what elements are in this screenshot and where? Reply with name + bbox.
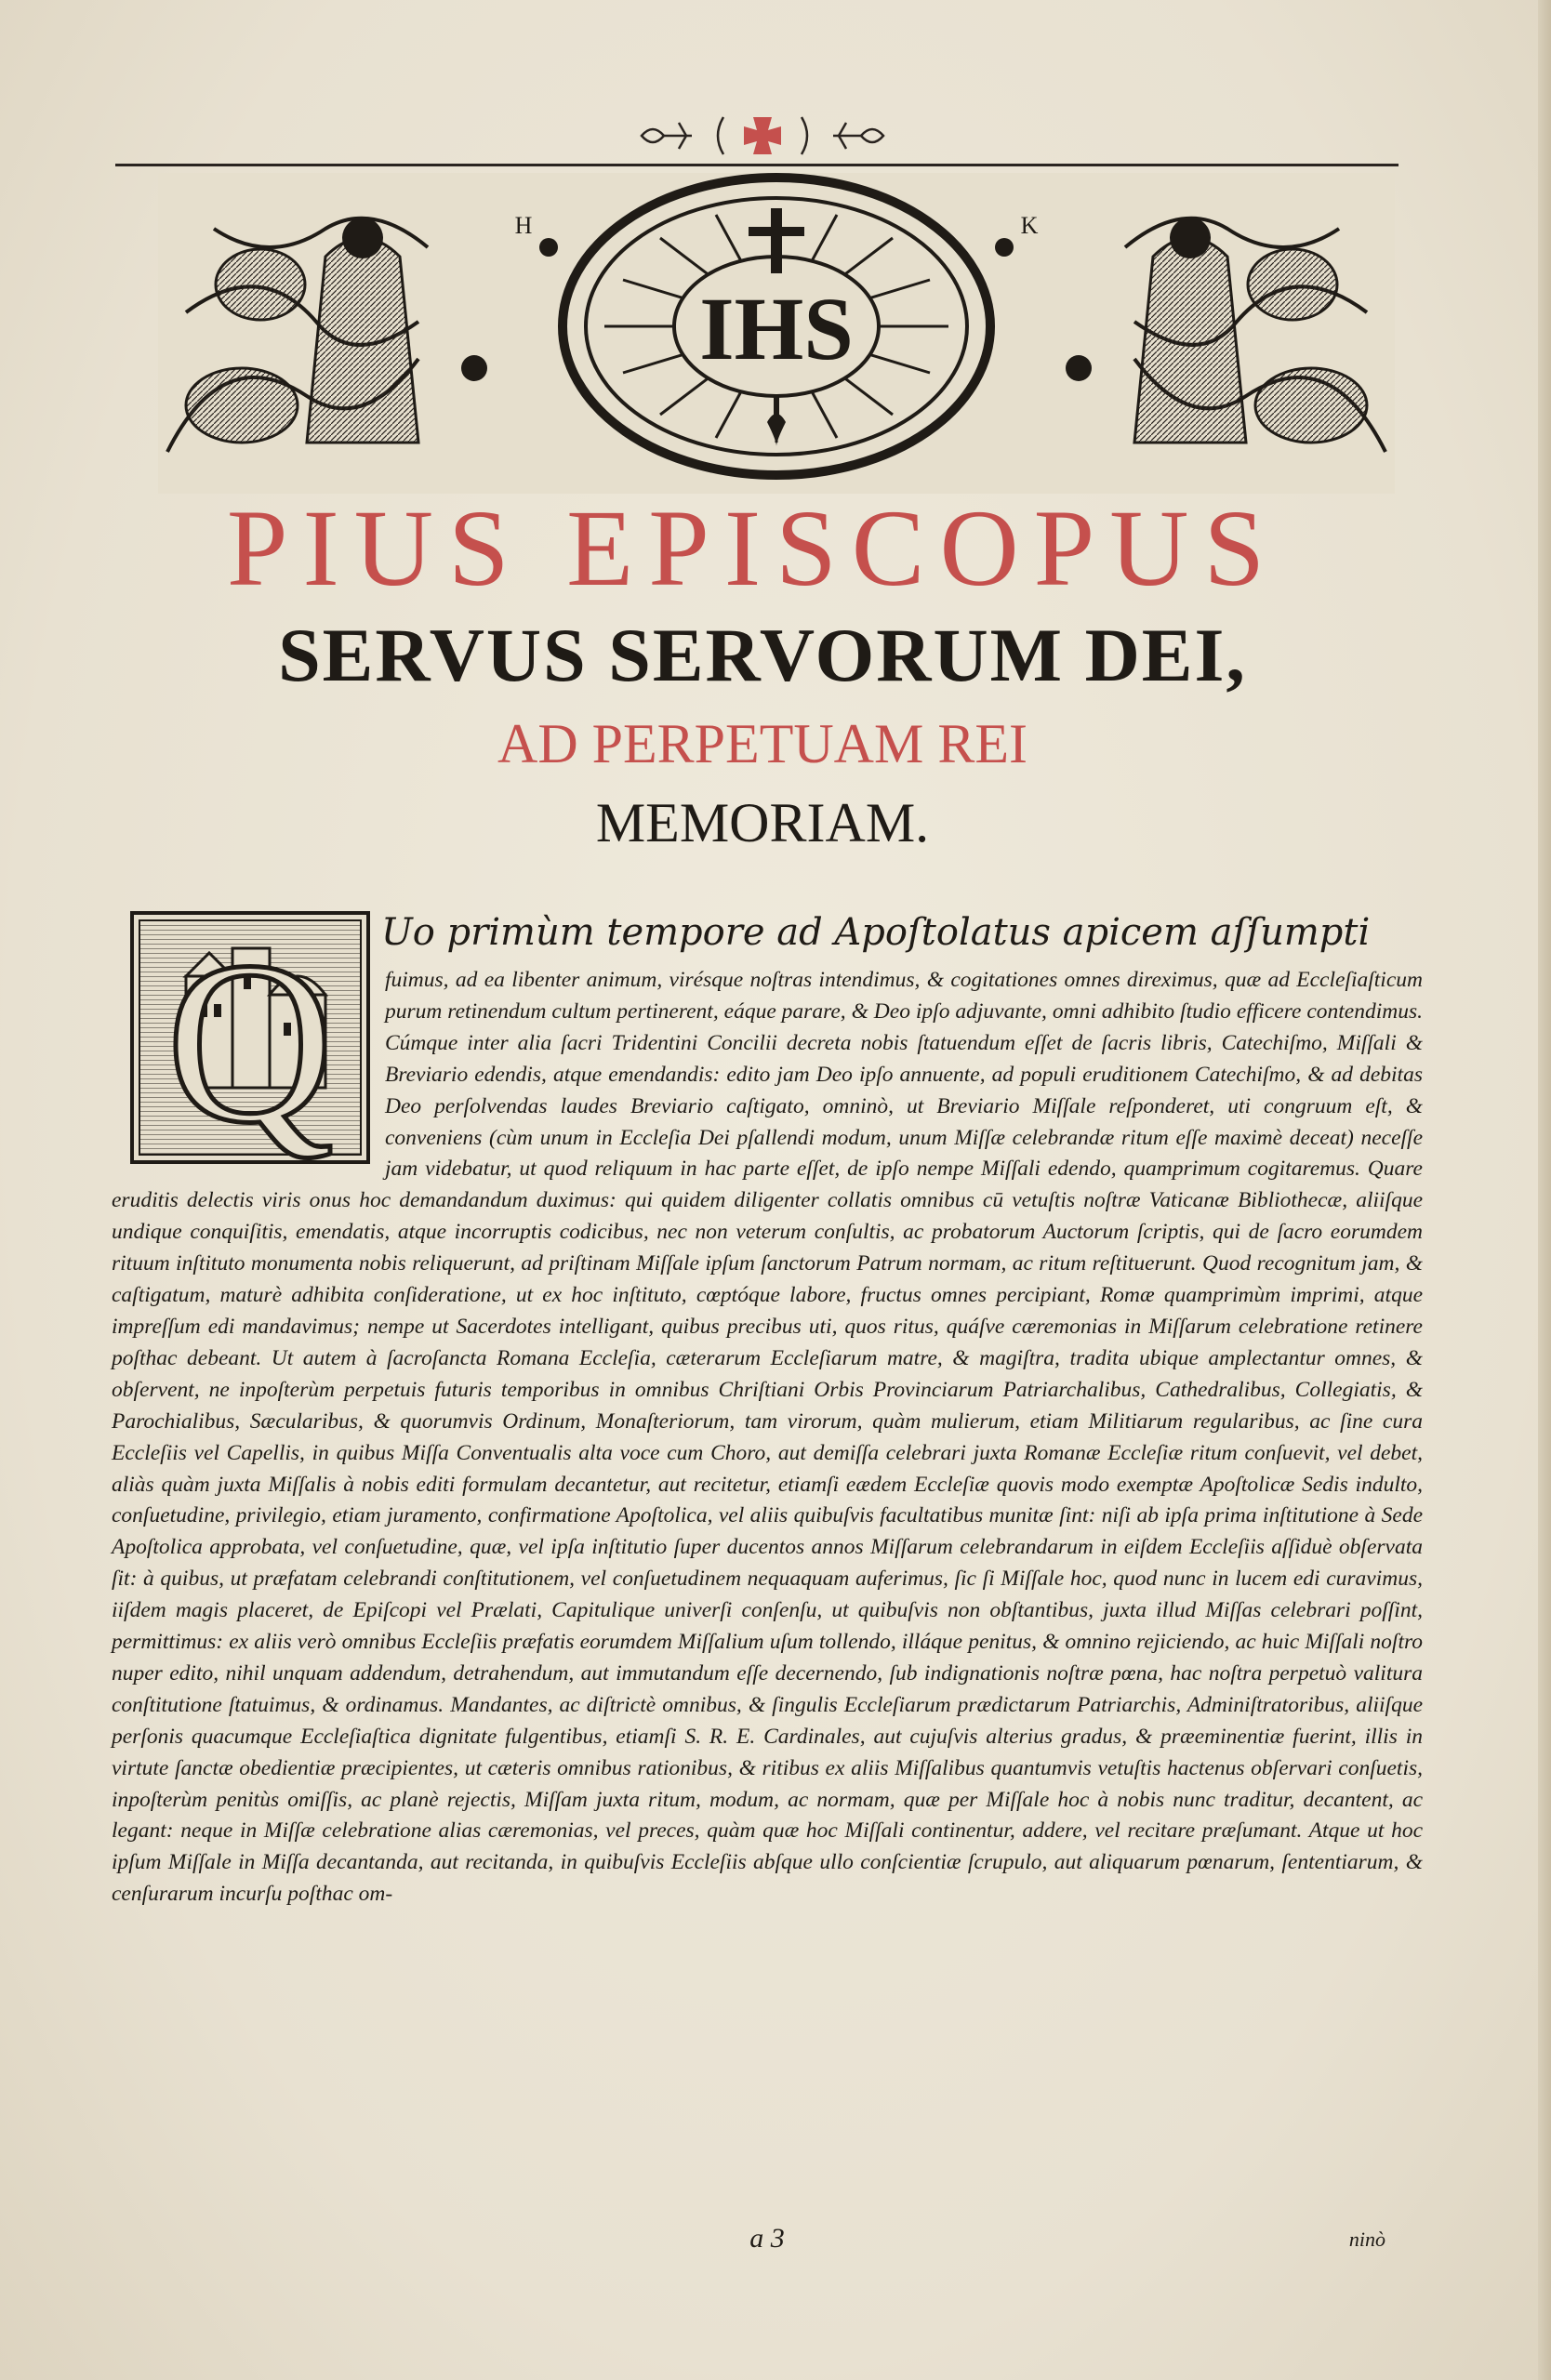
bull-body-text — [112, 965, 1423, 2202]
page-edge — [1538, 0, 1551, 2380]
drop-cap-letter: Q — [166, 914, 335, 1164]
fleuron-ornament — [623, 110, 902, 165]
headpiece-initial-k: K — [1020, 212, 1039, 239]
title-servus-servorum-dei: SERVUS SERVORUM DEI, — [278, 613, 1247, 697]
drop-cap-spacer — [112, 965, 385, 1165]
top-rule — [115, 164, 1399, 166]
headpiece-initial-h: H — [514, 212, 533, 239]
signature-mark: a 3 — [749, 2223, 785, 2254]
title-ad-perpetuam-rei: AD PERPETUAM REI — [497, 713, 1028, 774]
title-pius-episcopus: PIUS EPISCOPUS — [226, 487, 1280, 609]
catchword: ninò — [1348, 2228, 1385, 2251]
opening-line: Uo primùm tempore ad Apoſtolatus apicem aſſumpti — [381, 911, 1371, 954]
ihs-monogram: IHS — [699, 279, 854, 378]
bull-body-content: fuimus, ad ea libenter animum, virésque noſtras intendimus, & cogitationes omnes direximus, quæ ad Eccleſiaſticum purum retinendum cultum pertinerent, eáque parare, & Deo ipſo adjuvante, omni adhibito ſtudio efficere contendimus. Cúmque inter alia ſacri Tridentini Concilii decreta nobis ſtatuendum eſſet de ſacris libris, Catechiſmo, Miſſali & Breviario edendis, atque emendandis: edito jam Deo ipſo annuente, ad populi eruditionem Catechiſmo, & ad debitas Deo perſolvendas laudes Breviario caſtigato, omninò, ut Breviario Miſſale reſponderet, uti congruum eſt, & conveniens (cùm unum in Eccleſia Dei pſallendi modum, unum Miſſæ celebrandæ ritum eſſe maximè deceat) neceſſe jam videbatur, ut quod reliquum in hac parte eſſet, de ipſo nempe Miſſali edendo, quamprimum cogitaremus. Quare eruditis delectis viris onus hoc demandandum duximus: qui quidem diligenter collatis omnibus cū vetuſtis noſtræ Vaticanæ Bibliothecæ, aliiſque undique conquiſitis, emendatis, atque incorruptis codicibus, nec non veterum conſultis, ac probatorum Auctorum ſcriptis, qui de ſacro eorumdem rituum inſtituto monumenta nobis reliquerunt, ad priſtinam Miſſale ipſum ſanctorum Patrum normam, ac ritum reſtituerunt. Quod recognitum jam, & caſtigatum, maturè adhibita conſideratione, ut ex hoc inſtituto, cœptóque labore, fructus omnes percipiant, Romæ quamprimùm imprimi, atque impreſſum edi mandavimus; nempe ut Sacerdotes intelligant, quibus precibus uti, quos ritus, quáſve cæremonias in Miſſarum celebratione retinere poſthac debeant. Ut autem à ſacroſancta Romana Eccleſia, cæterarum Eccleſiarum matre, & magiſtra, tradita ubique amplectantur omnes, & obſervent, ne inpoſterùm perpetuis futuris temporibus in omnibus Chriſtiani Orbis Provinciarum Patriarchalibus, Cathedralibus, Collegiatis, & Parochialibus, Sæcularibus, & quorumvis Ordinum, Monaſteriorum, tam virorum, quàm mulierum, etiam Militiarum regularibus, ac ſine cura Eccleſiis vel Capellis, in quibus Miſſa Conventualis alta voce cum Choro, aut demiſſa celebrari juxta Romanæ Eccleſiæ ritum conſuevit, vel debet, aliàs quàm juxta Miſſalis à nobis editi formulam decantetur, aut recitetur, etiamſi eædem Eccleſiæ quovis modo exemptæ Apoſtolicæ Sedis indulto, conſuetudine, privilegio, etiam juramento, confirmatione Apoſtolica, vel aliis quibuſvis facultatibus munitæ ſint: niſi ab ipſa prima inſtitutione à Sede Apoſtolica approbata, vel conſuetudine, quæ, vel ipſa inſtitutio ſuper ducentos annos Miſſarum celebrandarum in eiſdem Eccleſiis aſſiduè obſervata ſit: à quibus, ut præfatam celebrandi conſtitutionem, vel conſuetudinem nequaquam auferimus, ſic ſi Miſſale hoc, quod nunc in lucem edi curavimus, iiſdem magis placeret, de Epiſcopi vel Prælati, Capitulique univerſi conſenſu, ut quibuſvis non obſtantibus, juxta illud Miſſas celebrari poſſint, permittimus: ex aliis verò omnibus Eccleſiis præfatis eorumdem Miſſalium uſum tollendo, illáque penitus, & omnino rejiciendo, ac huic Miſſali noſtro nuper edito, nihil unquam addendum, detrahendum, aut immutandum eſſe decernendo, ſub indignationis noſtræ pœna, hac noſtra perpetuò valitura conſtitutione ſtatuimus, & ordinamus. Mandantes, ac diſtrictè omnibus, & ſingulis Eccleſiarum prædictarum Patriarchis, Adminiſtratoribus, aliiſque perſonis quacumque Eccleſiaſtica dignitate fulgentibus, etiamſi S. R. E. Cardinales, aut cujuſvis alterius gradus, & præeminentiæ fuerint, illis in virtute ſanctæ obedientiæ præcipientes, ut cæteris omnibus rationibus, & ritibus ex aliis Miſſalibus quantumvis vetuſtis hactenus obſervari conſuetis, inpoſterùm penitùs omiſſis, ac planè rejectis, Miſſam juxta ritum, modum, ac normam, quæ per Miſſale hoc à nobis nunc traditur, decantent, ac legant: neque in Miſſæ celebratione alias cæremonias, vel preces, quàm quæ hoc Miſſali continentur, addere, vel recitare præſumant. Atque ut hoc ipſum Miſſale in Miſſa decantanda, aut recitanda, in quibuſvis Eccleſiis abſque ullo conſcientiæ ſcrupulo, aut aliquarum pœnarum, ſententiarum, & cenſurarum incurſu poſthac om- — [112, 968, 1423, 1907]
title-memoriam: MEMORIAM. — [595, 792, 930, 853]
woodcut-headpiece — [158, 173, 1395, 494]
